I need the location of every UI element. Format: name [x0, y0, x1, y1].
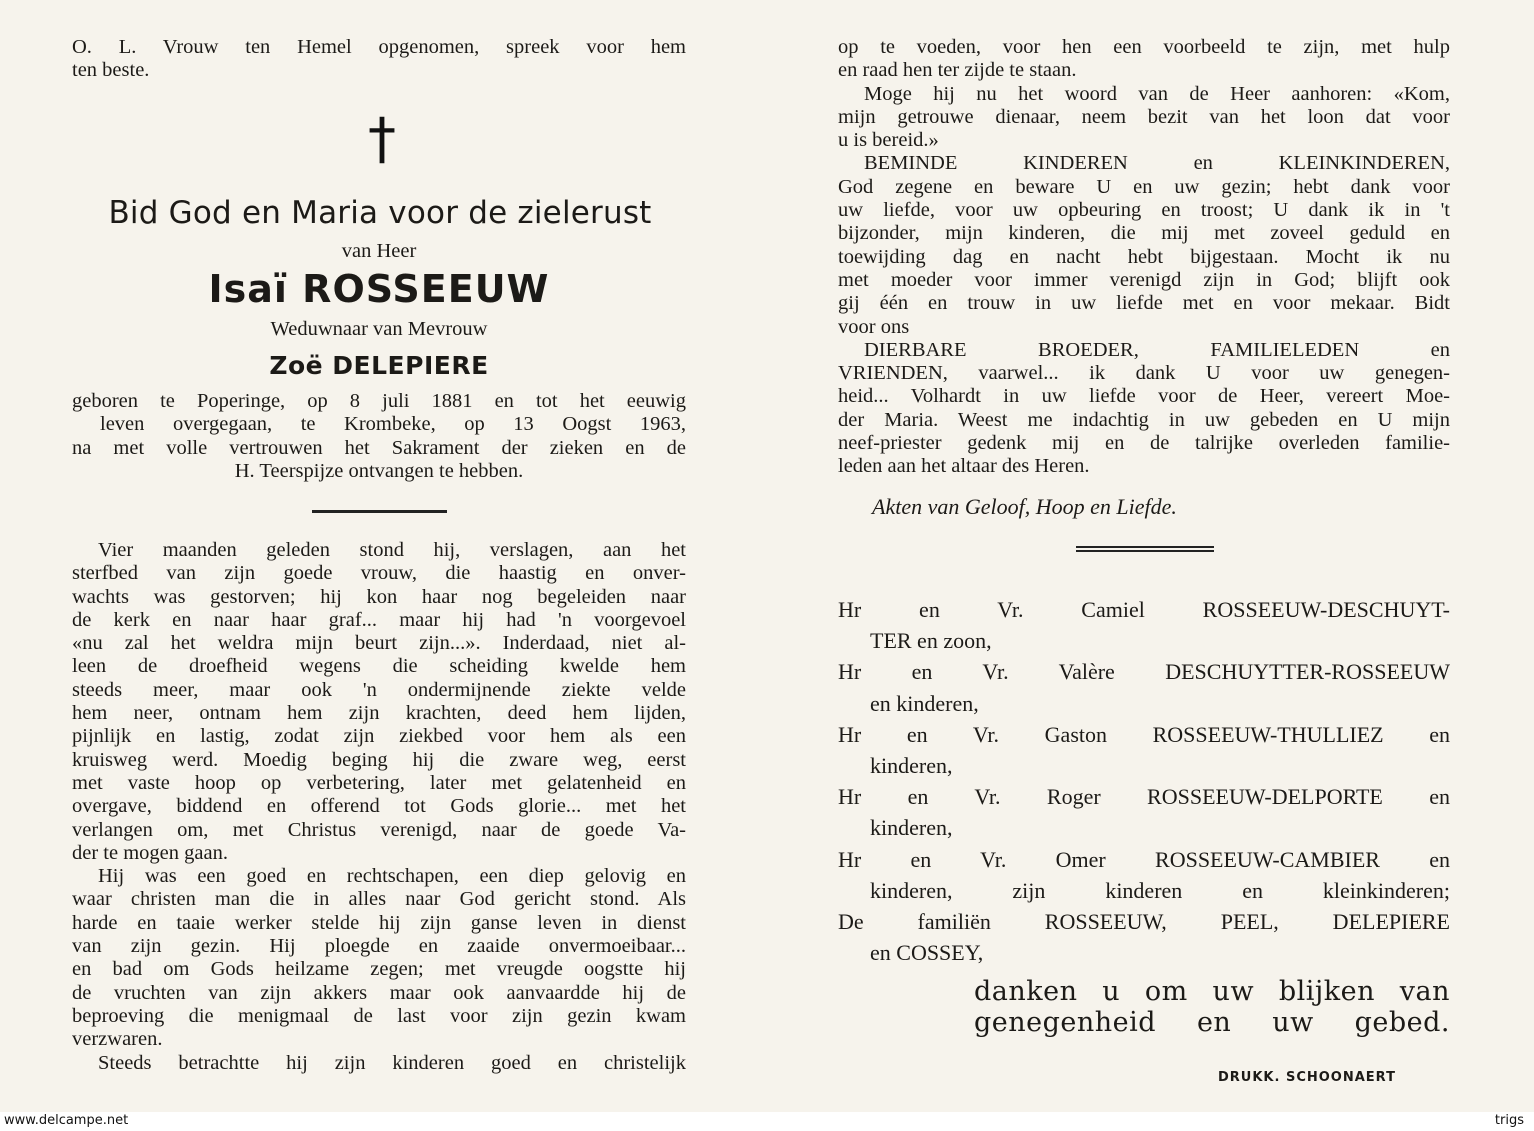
- text-line: bijzonder, mijn kinderen, die mij met zoveel geduld en: [838, 222, 1450, 245]
- text-line: Moge hij nu het woord van de Heer aanhoren: «Kom,: [864, 82, 1450, 105]
- prayer-heading: Bid God en Maria voor de zielerust: [108, 195, 652, 231]
- prayer-invocation: [72, 36, 686, 83]
- prayer-line-2: ten beste.: [72, 59, 150, 82]
- text-line: VRIENDEN, vaarwel... ik dank U voor uw genegen-: [838, 362, 1450, 385]
- text-line: BEMINDE KINDEREN en KLEINKINDEREN,: [864, 152, 1450, 175]
- bio-line: de kerk en naar haar graf... maar hij had 'n voorgevoel: [72, 608, 686, 631]
- family-line: Hr en Vr. Omer ROSSEEUW-CAMBIER en: [838, 846, 1450, 872]
- right-paragraph-1: [838, 36, 1450, 83]
- bio-line: sterfbed van zijn goede vrouw, die haastig en onver-: [72, 562, 686, 585]
- family-line: Hr en Vr. Valère DESCHUYTTER-ROSSEEUW: [838, 659, 1450, 685]
- cross-icon: †: [368, 107, 396, 172]
- bio-line: steeds meer, maar ook 'n ondermijnende ziekte velde: [72, 678, 686, 701]
- acts-of-faith: Akten van Geloof, Hoop en Liefde.: [872, 494, 1177, 519]
- biography: [72, 539, 686, 1075]
- text-line: op te voeden, voor hen een voorbeeld te zijn, met hulp: [838, 36, 1450, 58]
- bio-line: de vruchten van zijn akkers maar ook aanvaardde hij de: [72, 981, 686, 1004]
- spouse-name: Zoë DELEPIERE: [269, 351, 489, 380]
- bio-line: wachts was gestorven; hij kon haar nog begeleiden naar: [72, 585, 686, 608]
- bio-paragraph-3: [72, 1052, 686, 1075]
- bio-line: kruisweg werd. Moedig beging hij die zware weg, eerst: [72, 748, 686, 771]
- text-line: God zegene en beware U en uw gezin; hebt dank voor: [838, 175, 1450, 198]
- text-line: heid... Volhardt in uw liefde voor de Heer, vereert Moe-: [838, 385, 1450, 408]
- text-line: DIERBARE BROEDER, FAMILIELEDEN en: [864, 338, 1450, 361]
- bio-line: verlangen om, met Christus verenigd, naar de goede Va-: [72, 818, 686, 841]
- family-line: kinderen,: [870, 753, 953, 779]
- text-line: mijn getrouwe dienaar, neem bezit van het loon dat voor: [838, 105, 1450, 128]
- text-line: en raad hen ter zijde te staan.: [838, 59, 1077, 82]
- right-paragraph-2: [838, 83, 1450, 153]
- widower-line: Weduwnaar van Mevrouw: [270, 318, 488, 340]
- family-line: Hr en Vr. Camiel ROSSEEUW-DESCHUYT-: [838, 597, 1450, 622]
- family-line: TER en zoon,: [870, 628, 992, 654]
- bio-line: Hij was een goed en rechtschapen, een diep gelovig en: [98, 865, 686, 888]
- prayer-line-1: O. L. Vrouw ten Hemel opgenomen, spreek voor hem: [72, 36, 686, 58]
- bio-line: hem neer, ontnam hem zijn krachten, deed hem lijden,: [72, 702, 686, 725]
- right-text: [838, 36, 1450, 479]
- family-line: De familiën ROSSEEUW, PEEL, DELEPIERE: [838, 909, 1450, 935]
- bio-line: met vaste hoop op verbetering, later met gelatenheid en: [72, 771, 686, 794]
- thanks-line: danken u om uw blijken van: [974, 976, 1450, 1007]
- family-line: kinderen,: [870, 815, 953, 841]
- printer-credit: DRUKK. SCHOONAERT: [1218, 1070, 1396, 1085]
- bio-line: van zijn gezin. Hij ploegde en zaaide onvermoeibaar...: [72, 935, 686, 958]
- bio-line: en bad om Gods heilzame zegen; met vreugde oogstte hij: [72, 958, 686, 981]
- thanks-line: genegenheid en uw gebed.: [974, 1007, 1450, 1038]
- birth-death-details: [72, 390, 686, 483]
- bio-line: waar christen man die in alles naar God gericht stond. Als: [72, 888, 686, 911]
- bio-line: pijnlijk en lastig, zodat zijn ziekbed voor hem als een: [72, 725, 686, 748]
- bio-line: der te mogen gaan.: [72, 841, 228, 864]
- family-line: en kinderen,: [870, 690, 979, 716]
- family-line: Hr en Vr. Roger ROSSEEUW-DELPORTE en: [838, 784, 1450, 810]
- right-paragraph-3: [838, 152, 1450, 338]
- family-line: Hr en Vr. Gaston ROSSEEUW-THULLIEZ en: [838, 721, 1450, 747]
- bio-line: Steeds betrachtte hij zijn kinderen goed en christelijk: [98, 1051, 686, 1074]
- bio-paragraph-1: [72, 539, 686, 865]
- deceased-name: Isaï ROSSEEUW: [208, 267, 550, 311]
- bio-paragraph-2: [72, 865, 686, 1051]
- text-line: der Maria. Weest me indachtig in uw gebeden en U mijn: [838, 408, 1450, 431]
- birth-line: na met volle vertrouwen het Sakrament der zieken en de: [72, 436, 686, 459]
- double-divider: [1076, 546, 1214, 552]
- bio-line: overgave, biddend en offerend tot Gods glorie... met het: [72, 795, 686, 818]
- family-line: en COSSEY,: [870, 940, 984, 966]
- bio-line: beproeving die menigmaal de last voor zijn gezin kwam: [72, 1004, 686, 1027]
- birth-line: H. Teerspijze ontvangen te hebben.: [234, 459, 524, 482]
- text-line: met moeder voor immer verenigd zijn in God; blijft ook: [838, 268, 1450, 291]
- bio-line: verzwaren.: [72, 1028, 163, 1051]
- family-line: kinderen, zijn kinderen en kleinkinderen;: [870, 877, 1450, 903]
- watermark-bar: [0, 1112, 1534, 1131]
- text-line: toewijding dag en nacht hebt bijgestaan. Mocht ik nu: [838, 245, 1450, 268]
- honorific: van Heer: [341, 240, 417, 262]
- text-line: voor ons: [838, 315, 910, 338]
- divider: [312, 510, 447, 513]
- text-line: uw liefde, voor uw opbeuring en troost; U dank ik in 't: [838, 199, 1450, 222]
- text-line: leden aan het altaar des Heren.: [838, 455, 1090, 478]
- source-site: www.delcampe.net: [4, 1113, 129, 1128]
- text-line: gij één en trouw in uw liefde met en voor mekaar. Bidt: [838, 292, 1450, 315]
- birth-line: geboren te Poperinge, op 8 juli 1881 en tot het eeuwig: [72, 390, 686, 412]
- bio-line: harde en taaie werker stelde hij zijn ganse leven in dienst: [72, 911, 686, 934]
- bio-line: leen de droefheid wegens die scheiding kwelde hem: [72, 655, 686, 678]
- text-line: u is bereid.»: [838, 129, 939, 152]
- bio-line: Vier maanden geleden stond hij, verslagen, aan het: [98, 539, 686, 561]
- text-line: neef-priester gedenk mij en de talrijke overleden familie-: [838, 432, 1450, 455]
- seller-name: trigs: [1494, 1113, 1524, 1128]
- bio-line: «nu zal het weldra mijn beurt zijn...». Inderdaad, niet al-: [72, 632, 686, 655]
- family-list: [838, 594, 1450, 968]
- birth-line: leven overgegaan, te Krombeke, op 13 Oogst 1963,: [100, 413, 686, 436]
- right-paragraph-4: [838, 339, 1450, 479]
- thanks-message: [974, 976, 1450, 1038]
